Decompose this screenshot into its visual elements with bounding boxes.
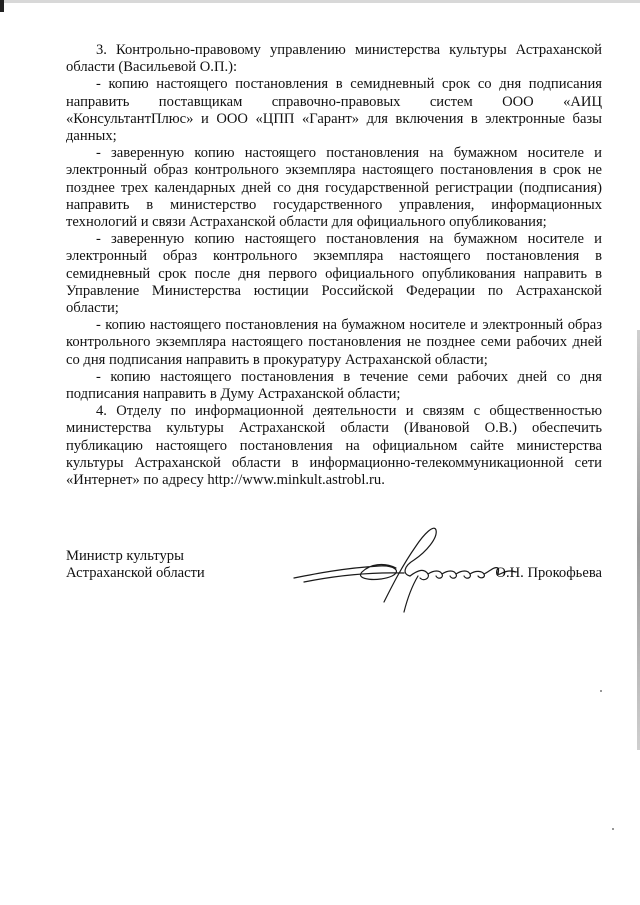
document-body — [66, 42, 602, 489]
scan-artifact — [0, 0, 4, 12]
scan-edge — [0, 0, 640, 3]
paragraph-bullet-5: - копию настоящего постановления в течение семи рабочих дней со дня подписания направить в Думу Астраханской области; — [66, 368, 602, 403]
scan-speck — [612, 828, 614, 830]
signer-title-line-2: Астраханской области — [66, 565, 205, 582]
paragraph-item-4: 4. Отделу по информационной деятельности и связям с общественностью министерства культуры Астраханской области (Ивановой О.В.) обеспечить публикацию настоящего постановления на официальном сайте министерства культуры Астраханской области в информационно-телекоммуникационной сети «Интернет» по адресу http://www.minkult.astrobl.ru. — [66, 403, 602, 489]
paragraph-bullet-4: - копию настоящего постановления на бумажном носителе и электронный образ контрольного экземпляра настоящего постановления не позднее семи рабочих дней со дня подписания направить в прокуратуру Астраханской области; — [66, 317, 602, 368]
paragraph-bullet-1: - копию настоящего постановления в семидневный срок со дня подписания направить поставщикам справочно-правовых систем ООО «АИЦ «КонсультантПлюс» и ООО «ЦПП «Гарант» для включения в электронные базы данных; — [66, 76, 602, 145]
signer-title — [66, 548, 205, 582]
signature-block — [66, 548, 602, 618]
scan-speck — [600, 690, 602, 692]
signer-name: О.Н. Прокофьева — [495, 565, 602, 581]
paragraph-bullet-3: - заверенную копию настоящего постановления на бумажном носителе и электронный образ контрольного экземпляра настоящего постановления в семидневный срок после дня первого официального опубликования направить в Управление Министерства юстиции Российской Федерации по Астраханской области; — [66, 231, 602, 317]
signer-title-line-1: Министр культуры — [66, 548, 184, 564]
paragraph-item-3: 3. Контрольно-правовому управлению министерства культуры Астраханской области (Васильевой О.П.): — [66, 42, 602, 76]
paragraph-bullet-2: - заверенную копию настоящего постановления на бумажном носителе и электронный образ контрольного экземпляра настоящего постановления в срок не позднее трех календарных дней со дня государственной регистрации (подписания) направить в министерство государственного управления, информационных технологий и связи Астраханской области для официального опубликования; — [66, 145, 602, 231]
